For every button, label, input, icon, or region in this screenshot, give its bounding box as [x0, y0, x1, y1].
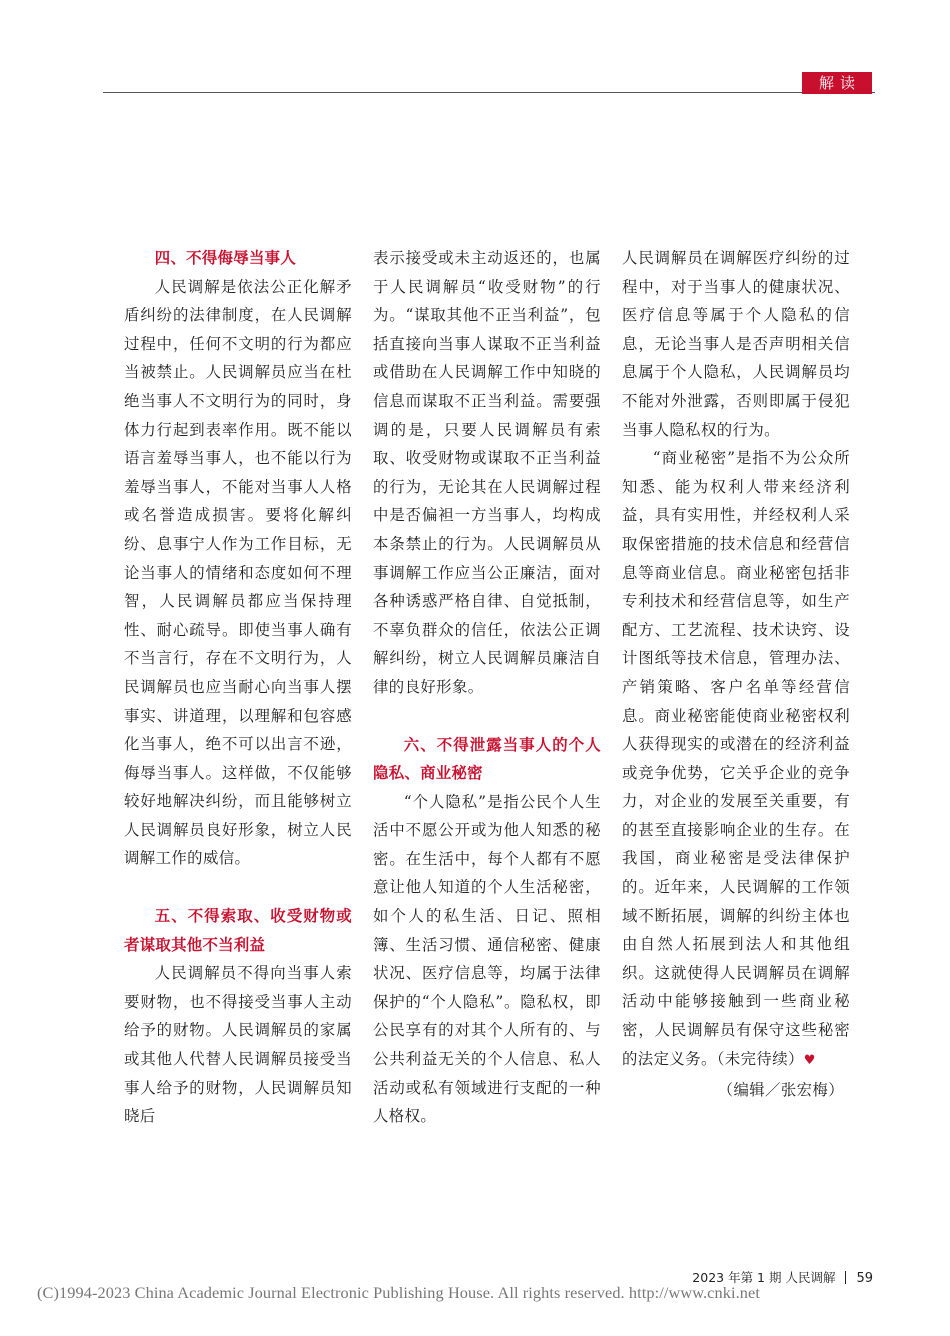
- section-4-body: 人民调解是依法公正化解矛盾纠纷的法律制度，在人民调解过程中，任何不文明的行为都应当被禁止。人民调解员应当在杜绝当事人不文明行为的同时，身体力行起到表率作用。既不能以语言羞辱当事人，也不能以行为羞辱当事人，不能对当事人人格或名誉造成损害。要将化解纠纷、息事宁人作为工作目标，无论当事人的情绪和态度如何不理智，人民调解员都应当保持理性、耐心疏导。即使当事人确有不当言行，存在不文明行为，人民调解员也应当耐心向当事人摆事实、讲道理，以理解和包容感化当事人，绝不可以出言不逊，侮辱当事人。这样做，不仅能够较好地解决纠纷，而且能够树立人民调解员良好形象，树立人民调解工作的威信。: [124, 277, 352, 868]
- column-2: [373, 244, 601, 1131]
- header-rule: [103, 92, 875, 93]
- copyright-notice: (C)1994-2023 China Academic Journal Electronic Publishing House. All rights reserved. http://www.cnki.net: [37, 1283, 760, 1302]
- heart-icon: ♥: [803, 1052, 816, 1068]
- column-3: [622, 244, 850, 1105]
- section-heading-6: 六、不得泄露当事人的个人隐私、商业秘密: [373, 735, 601, 783]
- trade-secret-text: “商业秘密”是指不为公众所知悉、能为权利人带来经济利益，具有实用性，并经权利人采取保密措施的技术信息和经营信息等商业信息。商业秘密包括非专利技术和经营信息等，如生产配方、工艺流程、技术诀窍、设计图纸等技术信息，管理办法、产销策略、客户名单等经营信息。商业秘密能使商业秘密权利人获得现实的或潜在的经济利益或竞争优势，它关乎企业的竞争力，对企业的发展至关重要，有的甚至直接影响企业的生存。在我国，商业秘密是受法律保护的。近年来，人民调解的工作领域不断拓展，调解的纠纷主体也由自然人拓展到法人和其他组织。这就使得人民调解员在调解活动中能够接触到一些商业秘密，人民调解员有保守这些秘密的法定义务。（未完待续）: [622, 449, 850, 1068]
- column-1: [124, 244, 352, 1131]
- section-tag: 解读: [802, 72, 872, 94]
- page-number: 59: [856, 1271, 873, 1286]
- section-5-body-continued: 表示接受或未主动返还的，也属于人民调解员“收受财物”的行为。“谋取其他不正当利益”，包括直接向当事人谋取不正当利益或借助在人民调解工作中知晓的信息而谋取不正当利益。需要强调的是，只要人民调解员有索取、收受财物或谋取不正当利益的行为，无论其在人民调解过程中是否偏袒一方当事人，均构成本条禁止的行为。人民调解员从事调解工作应当公正廉洁，面对各种诱惑严格自律、自觉抵制，不辜负群众的信任，依法公正调解纠纷，树立人民调解员廉洁自律的良好形象。: [373, 249, 601, 696]
- trade-secret-paragraph: [622, 444, 850, 1075]
- editor-credit: （编辑／张宏梅）: [717, 1081, 844, 1100]
- journal-name: 人民调解: [785, 1270, 836, 1285]
- section-gap: [124, 873, 352, 902]
- section-gap: [373, 702, 601, 731]
- section-heading-5: 五、不得索取、收受财物或者谋取其他不当利益: [124, 907, 352, 954]
- section-6-body: “个人隐私”是指公民个人生活中不愿公开或为他人知悉的秘密。在生活中，每个人都有不愿意让他人知道的个人生活秘密，如个人的私生活、日记、照相簿、生活习惯、通信秘密、健康状况、医疗信息等，均属于法律保护的“个人隐私”。隐私权，即公民享有的对其个人所有的、与公共利益无关的个人信息、私人活动或私有领域进行支配的一种人格权。: [373, 792, 601, 1126]
- section-heading-4: 四、不得侮辱当事人: [154, 249, 297, 267]
- section-6-body-continued: 人民调解员在调解医疗纠纷的过程中，对于当事人的健康状况、医疗信息等属于个人隐私的信息，无论当事人是否声明相关信息属于个人隐私，人民调解员均不能对外泄露，否则即属于侵犯当事人隐私权的行为。: [622, 249, 850, 439]
- section-5-body: 人民调解员不得向当事人索要财物，也不得接受当事人主动给予的财物。人民调解员的家属或其他人代替人民调解员接受当事人给予的财物，人民调解员知晓后: [124, 964, 352, 1126]
- issue-label: 2023 年第 1 期: [692, 1270, 782, 1285]
